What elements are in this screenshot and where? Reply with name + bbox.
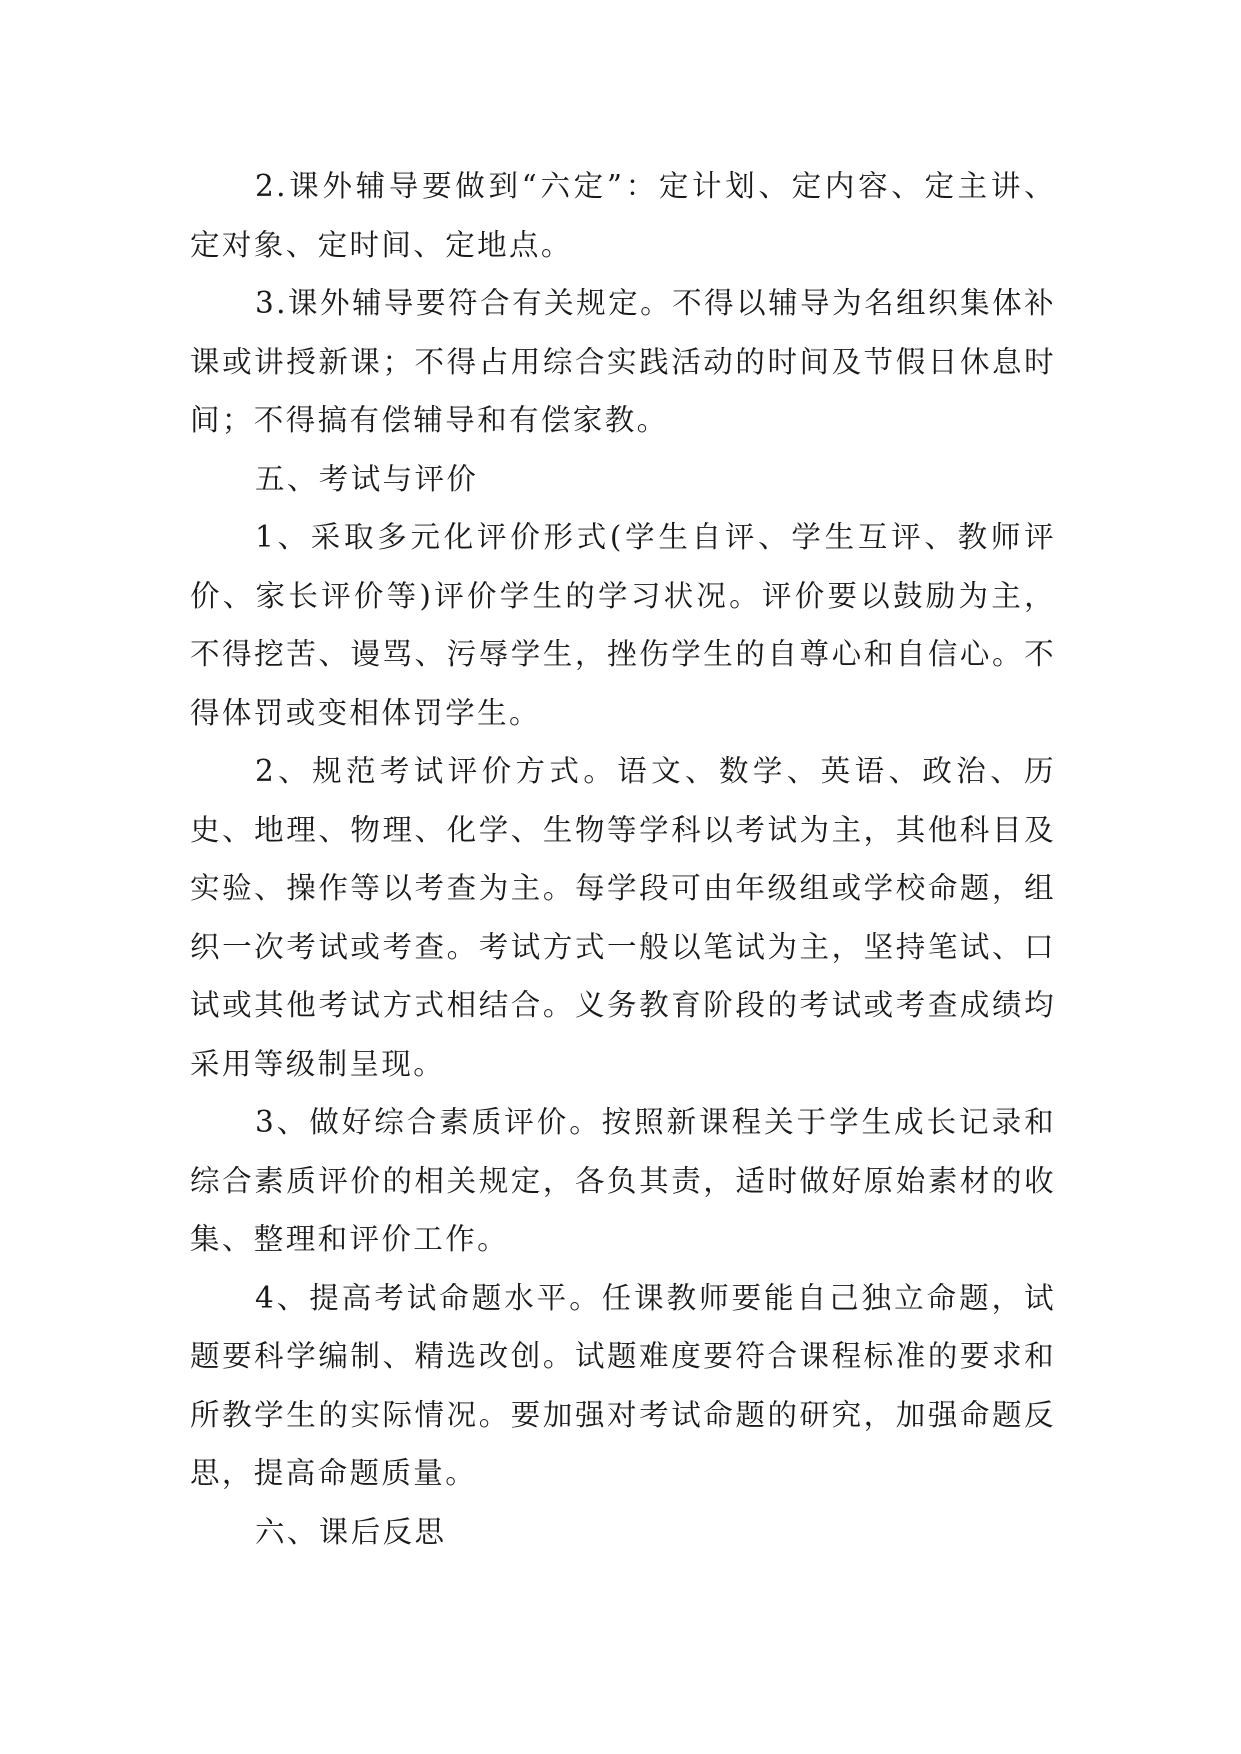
paragraph-diverse-evaluation: 1、采取多元化评价形式(学生自评、学生互评、教师评价、家长评价等)评价学生的学习状况。评价要以鼓励为主，不得挖苦、谩骂、污辱学生，挫伤学生的自尊心和自信心。不得体罚或变相体罚学生。 <box>190 520 1056 730</box>
paragraph-tutoring-six-fixed: 2.课外辅导要做到“六定”：定计划、定内容、定主讲、定对象、定时间、定地点。 <box>190 169 1056 262</box>
section-heading-after-class-reflection: 六、课后反思 <box>255 1514 447 1549</box>
document-body <box>190 157 1056 1561</box>
section-heading-exam-evaluation: 五、考试与评价 <box>255 461 479 496</box>
paragraph-exam-question-level: 4、提高考试命题水平。任课教师要能自己独立命题，试题要科学编制、精选改创。试题难度要符合课程标准的要求和所教学生的实际情况。要加强对考试命题的研究，加强命题反思，提高命题质量。 <box>190 1280 1056 1490</box>
paragraph-comprehensive-quality: 3、做好综合素质评价。按照新课程关于学生成长记录和综合素质评价的相关规定，各负其责，适时做好原始素材的收集、整理和评价工作。 <box>190 1105 1056 1256</box>
paragraph-tutoring-rules: 3.课外辅导要符合有关规定。不得以辅导为名组织集体补课或讲授新课；不得占用综合实践活动的时间及节假日休息时间；不得搞有偿辅导和有偿家教。 <box>190 286 1056 437</box>
paragraph-exam-methods: 2、规范考试评价方式。语文、数学、英语、政治、历史、地理、物理、化学、生物等学科以考试为主，其他科目及实验、操作等以考查为主。每学段可由年级组或学校命题，组织一次考试或考查。考试方式一般以笔试为主，坚持笔试、口试或其他考试方式相结合。义务教育阶段的考试或考查成绩均采用等级制呈现。 <box>190 754 1056 1081</box>
